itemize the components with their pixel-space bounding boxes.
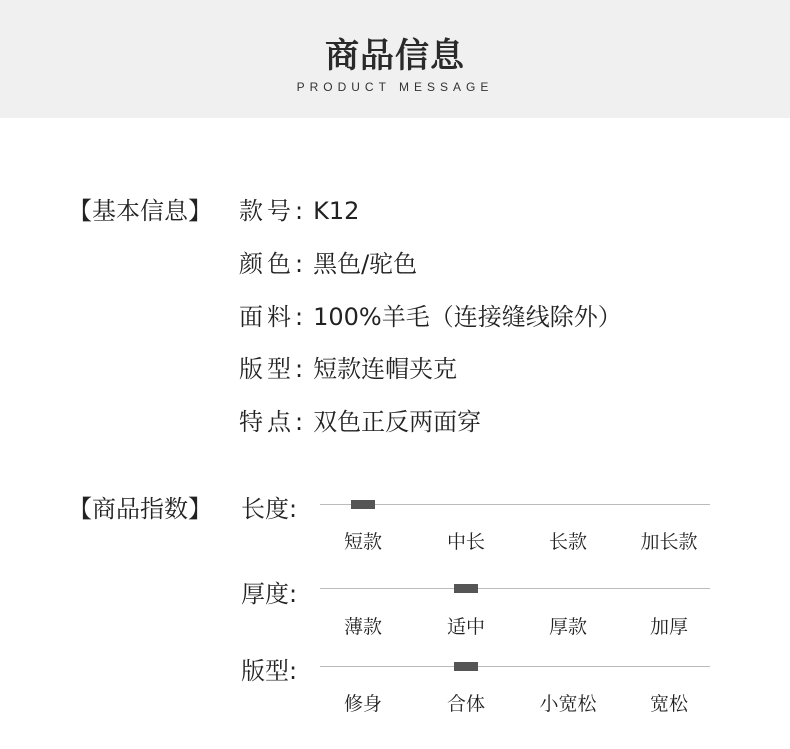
page-title: 商品信息 bbox=[325, 36, 465, 76]
scale-option: 厚款 bbox=[548, 616, 587, 638]
info-row-fabric: 面料: 100%羊毛（连接缝线除外） bbox=[239, 303, 622, 331]
scale-option: 短款 bbox=[343, 531, 382, 553]
info-value: K12 bbox=[313, 197, 360, 225]
info-row-color: 颜色: 黑色/驼色 bbox=[239, 250, 418, 278]
scale-option: 宽松 bbox=[649, 693, 688, 715]
scale-marker-length bbox=[351, 500, 375, 509]
page-subtitle: PRODUCT MESSAGE bbox=[296, 80, 494, 94]
scale-option: 加长款 bbox=[640, 531, 698, 553]
header-banner bbox=[0, 0, 790, 118]
scale-line-fit bbox=[320, 666, 710, 667]
scale-option: 小宽松 bbox=[539, 693, 597, 715]
scale-marker-thickness bbox=[454, 584, 478, 593]
scale-line-thickness bbox=[320, 588, 710, 589]
scale-option: 修身 bbox=[343, 693, 382, 715]
scale-option: 合体 bbox=[446, 693, 485, 715]
scale-label-length: 长度: bbox=[241, 495, 298, 523]
scale-label-thickness: 厚度: bbox=[241, 580, 298, 608]
info-value: 双色正反两面穿 bbox=[313, 408, 482, 436]
section-label-index: 【商品指数】 bbox=[68, 495, 212, 523]
info-value: 短款连帽夹克 bbox=[313, 355, 458, 383]
scale-option: 适中 bbox=[446, 616, 485, 638]
info-value: 黑色/驼色 bbox=[313, 250, 418, 278]
info-row-style-no: 款号: K12 bbox=[239, 197, 360, 225]
scale-label-fit: 版型: bbox=[241, 657, 298, 685]
info-key: 特点 bbox=[239, 408, 295, 436]
scale-marker-fit bbox=[454, 662, 478, 671]
info-row-fit: 版型: 短款连帽夹克 bbox=[239, 355, 458, 383]
info-key: 面料 bbox=[239, 303, 295, 331]
scale-option: 长款 bbox=[548, 531, 587, 553]
info-key: 版型 bbox=[239, 355, 295, 383]
scale-option: 薄款 bbox=[343, 616, 382, 638]
scale-option: 加厚 bbox=[649, 616, 688, 638]
info-row-feature: 特点: 双色正反两面穿 bbox=[239, 408, 482, 436]
section-label-basic: 【基本信息】 bbox=[68, 197, 212, 225]
scale-option: 中长 bbox=[446, 531, 485, 553]
scale-line-length bbox=[320, 504, 710, 505]
info-key: 款号 bbox=[239, 197, 295, 225]
info-value: 100%羊毛（连接缝线除外） bbox=[313, 303, 622, 331]
info-key: 颜色 bbox=[239, 250, 295, 278]
